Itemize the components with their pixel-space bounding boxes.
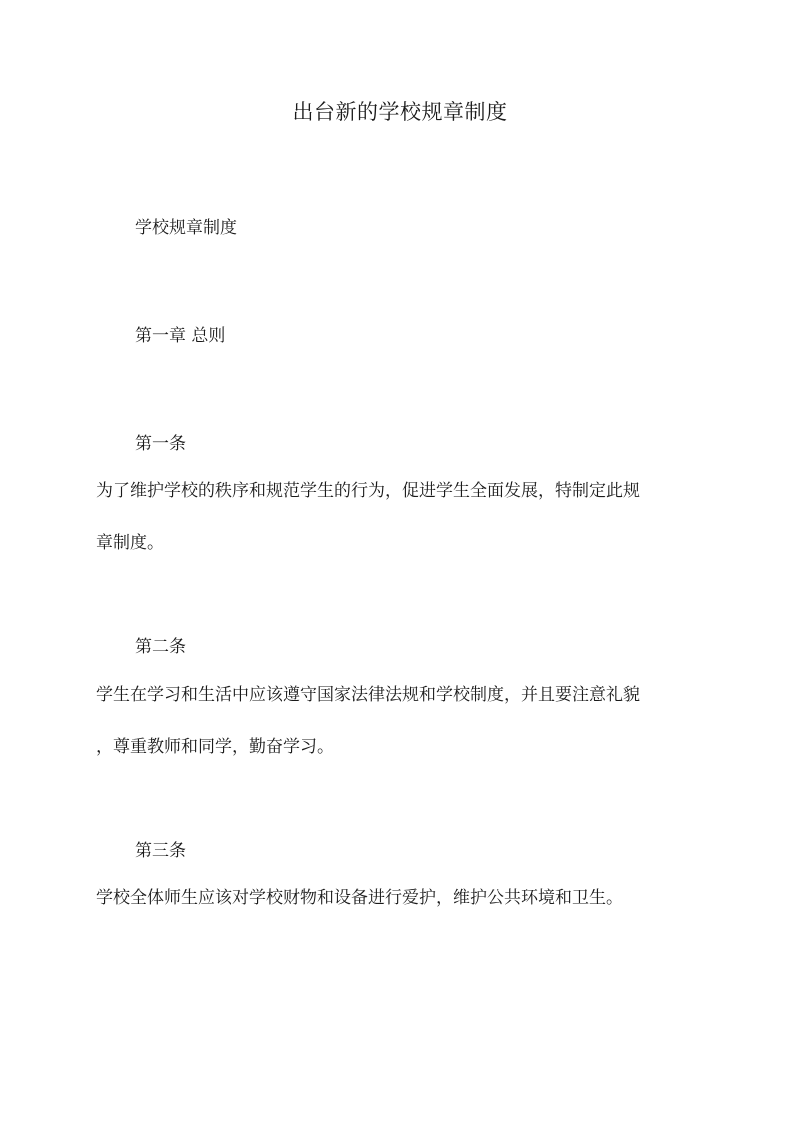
document-title: 出台新的学校规章制度 (292, 100, 508, 124)
article-3-line-1: 学校全体师生应该对学校财物和设备进行爱护，维护公共环境和卫生。 (96, 888, 623, 908)
article-2-label: 第二条 (135, 637, 186, 657)
article-1-line-1: 为了维护学校的秩序和规范学生的行为，促进学生全面发展，特制定此规 (96, 481, 640, 501)
article-2-line-2: ，尊重教师和同学，勤奋学习。 (96, 737, 334, 757)
article-2-line-1: 学生在学习和生活中应该遵守国家法律法规和学校制度，并且要注意礼貌 (96, 685, 640, 705)
section-heading: 学校规章制度 (135, 218, 237, 238)
article-3-label: 第三条 (135, 841, 186, 861)
chapter-heading: 第一章 总则 (135, 326, 226, 346)
article-1-label: 第一条 (135, 434, 186, 454)
article-1-line-2: 章制度。 (96, 533, 164, 553)
